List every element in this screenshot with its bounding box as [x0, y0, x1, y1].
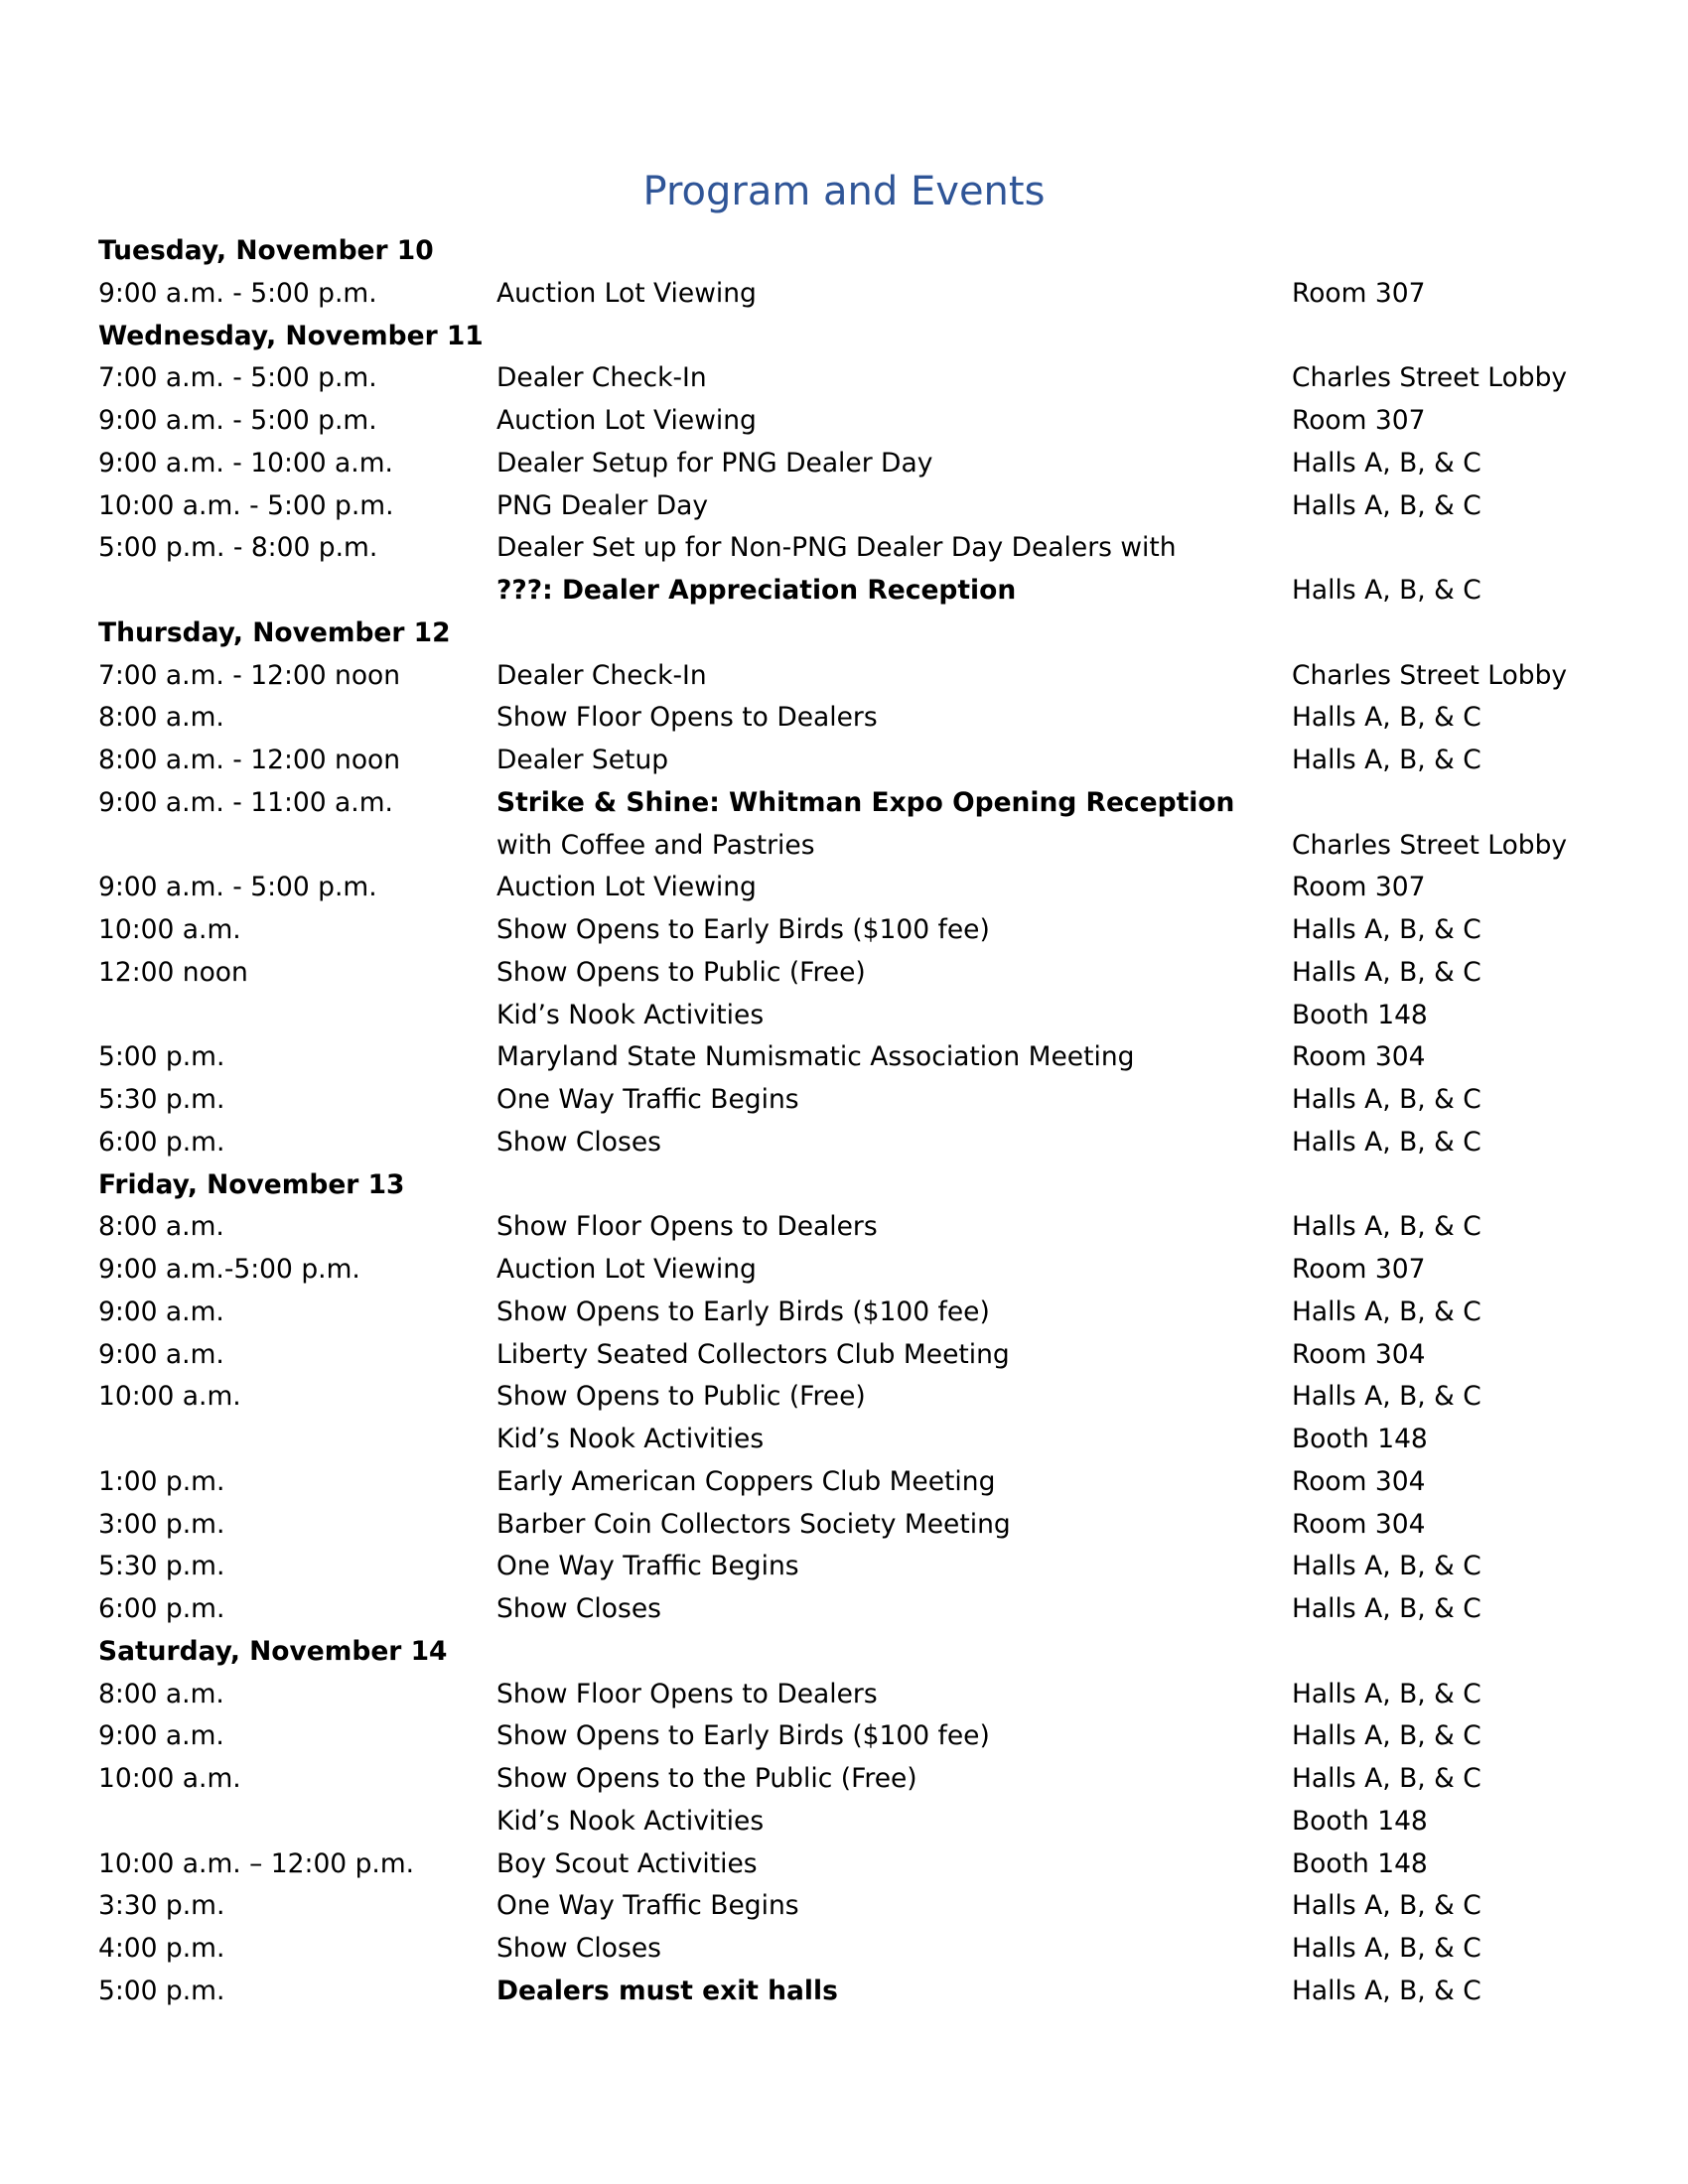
event-name: with Coffee and Pastries [496, 829, 815, 861]
event-time: 8:00 a.m. [98, 702, 224, 734]
event-name: Strike & Shine: Whitman Expo Opening Reception [496, 786, 1235, 818]
event-time: 9:00 a.m. [98, 1338, 224, 1370]
event-row [98, 1419, 1608, 1461]
event-row [98, 400, 1608, 443]
event-time: 8:00 a.m. [98, 1678, 224, 1709]
event-name: Dealer Check-In [496, 362, 707, 394]
day-heading [98, 1631, 1608, 1674]
event-row [98, 1674, 1608, 1716]
event-row [98, 1206, 1608, 1249]
event-name: Auction Lot Viewing [496, 872, 757, 903]
event-location: Halls A, B, & C [1292, 1933, 1481, 1964]
event-time: 8:00 a.m. - 12:00 noon [98, 745, 401, 775]
event-name: Early American Coppers Club Meeting [496, 1465, 996, 1497]
event-time: 5:30 p.m. [98, 1551, 225, 1582]
event-name: Show Opens to Early Birds ($100 fee) [496, 1296, 990, 1327]
event-name: Show Closes [496, 1933, 661, 1964]
event-row [98, 1715, 1608, 1758]
event-name: Dealer Check-In [496, 659, 707, 691]
event-time: 10:00 a.m. - 5:00 p.m. [98, 489, 394, 521]
event-row [98, 782, 1608, 825]
event-location: Halls A, B, & C [1292, 1593, 1481, 1624]
event-row [98, 273, 1608, 316]
event-name: Kid’s Nook Activities [496, 1424, 765, 1454]
event-name: PNG Dealer Day [496, 489, 709, 521]
event-time: 9:00 a.m. [98, 1720, 224, 1752]
event-name: Dealer Setup [496, 745, 669, 775]
day-heading [98, 316, 1608, 358]
event-name: Barber Coin Collectors Society Meeting [496, 1508, 1011, 1540]
event-name: Dealer Setup for PNG Dealer Day [496, 447, 933, 478]
event-location: Halls A, B, & C [1292, 1551, 1481, 1582]
event-name: ???: Dealer Appreciation Reception [496, 575, 1017, 606]
event-row [98, 995, 1608, 1037]
event-time: 12:00 noon [98, 956, 248, 988]
event-row [98, 1292, 1608, 1334]
event-location: Room 304 [1292, 1041, 1426, 1073]
event-time: 9:00 a.m. - 5:00 p.m. [98, 277, 377, 309]
event-row [98, 1588, 1608, 1631]
event-name: Show Opens to Early Birds ($100 fee) [496, 914, 990, 945]
event-row [98, 1504, 1608, 1547]
event-name: Dealer Set up for Non-PNG Dealer Day Dealers with [496, 532, 1177, 564]
event-name: Show Floor Opens to Dealers [496, 702, 878, 734]
event-location: Booth 148 [1292, 999, 1428, 1030]
event-location: Booth 148 [1292, 1424, 1428, 1454]
event-row [98, 1249, 1608, 1292]
event-location: Halls A, B, & C [1292, 1720, 1481, 1752]
event-location: Booth 148 [1292, 1847, 1428, 1879]
event-location: Charles Street Lobby [1292, 362, 1568, 394]
page-title: Program and Events [642, 169, 1046, 214]
event-row [98, 1546, 1608, 1588]
event-location: Halls A, B, & C [1292, 1211, 1481, 1243]
event-time: 5:00 p.m. [98, 1975, 225, 2006]
event-name: One Way Traffic Begins [496, 1890, 799, 1922]
event-name: Auction Lot Viewing [496, 405, 757, 436]
event-row [98, 697, 1608, 740]
day-heading-label: Saturday, November 14 [98, 1635, 448, 1667]
event-time: 9:00 a.m.-5:00 p.m. [98, 1254, 360, 1285]
event-time: 7:00 a.m. - 12:00 noon [98, 659, 401, 691]
event-location: Halls A, B, & C [1292, 1381, 1481, 1413]
event-row [98, 443, 1608, 485]
event-row [98, 909, 1608, 952]
event-row [98, 1885, 1608, 1928]
event-row [98, 527, 1608, 570]
event-location: Halls A, B, & C [1292, 1975, 1481, 2006]
event-row [98, 740, 1608, 782]
event-location: Room 304 [1292, 1508, 1426, 1540]
event-location: Halls A, B, & C [1292, 1890, 1481, 1922]
event-time: 3:30 p.m. [98, 1890, 225, 1922]
event-time: 6:00 p.m. [98, 1126, 225, 1158]
event-name: Liberty Seated Collectors Club Meeting [496, 1338, 1010, 1370]
event-location: Halls A, B, & C [1292, 1126, 1481, 1158]
event-row [98, 1801, 1608, 1843]
event-name: Auction Lot Viewing [496, 1254, 757, 1285]
event-name: Show Opens to the Public (Free) [496, 1763, 917, 1794]
event-location: Room 307 [1292, 405, 1426, 436]
event-time: 5:00 p.m. [98, 1041, 225, 1073]
event-location: Halls A, B, & C [1292, 956, 1481, 988]
day-heading-label: Thursday, November 12 [98, 616, 451, 648]
event-location: Halls A, B, & C [1292, 745, 1481, 775]
event-location: Halls A, B, & C [1292, 914, 1481, 945]
day-heading [98, 230, 1608, 273]
event-name: Show Floor Opens to Dealers [496, 1678, 878, 1709]
event-location: Halls A, B, & C [1292, 1678, 1481, 1709]
event-location: Halls A, B, & C [1292, 702, 1481, 734]
event-row [98, 1461, 1608, 1504]
event-location: Halls A, B, & C [1292, 447, 1481, 478]
day-heading [98, 613, 1608, 655]
day-heading-label: Wednesday, November 11 [98, 320, 484, 351]
event-row [98, 655, 1608, 698]
event-name: Kid’s Nook Activities [496, 1805, 765, 1837]
event-name: Show Closes [496, 1126, 661, 1158]
event-row [98, 1079, 1608, 1122]
event-name: Boy Scout Activities [496, 1847, 758, 1879]
event-location: Halls A, B, & C [1292, 1763, 1481, 1794]
event-time: 9:00 a.m. [98, 1296, 224, 1327]
event-time: 9:00 a.m. - 5:00 p.m. [98, 405, 377, 436]
event-time: 6:00 p.m. [98, 1593, 225, 1624]
event-row [98, 867, 1608, 909]
event-time: 5:30 p.m. [98, 1084, 225, 1115]
event-name: Show Closes [496, 1593, 661, 1624]
event-time: 9:00 a.m. - 10:00 a.m. [98, 447, 393, 478]
event-location: Room 304 [1292, 1338, 1426, 1370]
event-name: Show Opens to Public (Free) [496, 1381, 866, 1413]
day-heading [98, 1164, 1608, 1207]
event-location: Halls A, B, & C [1292, 489, 1481, 521]
event-row [98, 1758, 1608, 1801]
event-time: 10:00 a.m. [98, 1763, 241, 1794]
event-row [98, 825, 1608, 868]
event-time: 10:00 a.m. – 12:00 p.m. [98, 1847, 415, 1879]
event-location: Room 307 [1292, 872, 1426, 903]
event-name: Kid’s Nook Activities [496, 999, 765, 1030]
event-row [98, 1036, 1608, 1079]
day-heading-label: Friday, November 13 [98, 1168, 405, 1200]
event-name: Show Opens to Public (Free) [496, 956, 866, 988]
event-location: Booth 148 [1292, 1805, 1428, 1837]
event-location: Room 307 [1292, 1254, 1426, 1285]
event-location: Room 304 [1292, 1465, 1426, 1497]
event-time: 8:00 a.m. [98, 1211, 224, 1243]
day-heading-label: Tuesday, November 10 [98, 235, 434, 266]
event-row [98, 1376, 1608, 1419]
event-row [98, 1928, 1608, 1971]
event-row [98, 485, 1608, 528]
event-time: 10:00 a.m. [98, 1381, 241, 1413]
event-name: Show Floor Opens to Dealers [496, 1211, 878, 1243]
event-location: Room 307 [1292, 277, 1426, 309]
event-name: One Way Traffic Begins [496, 1084, 799, 1115]
event-row [98, 952, 1608, 995]
schedule [98, 230, 1608, 2013]
event-time: 10:00 a.m. [98, 914, 241, 945]
event-location: Charles Street Lobby [1292, 829, 1568, 861]
event-name: Auction Lot Viewing [496, 277, 757, 309]
event-time: 7:00 a.m. - 5:00 p.m. [98, 362, 377, 394]
event-name: Show Opens to Early Birds ($100 fee) [496, 1720, 990, 1752]
event-location: Halls A, B, & C [1292, 1084, 1481, 1115]
event-location: Charles Street Lobby [1292, 659, 1568, 691]
event-row [98, 1334, 1608, 1377]
event-row [98, 1843, 1608, 1886]
event-location: Halls A, B, & C [1292, 575, 1481, 606]
event-name: Dealers must exit halls [496, 1975, 838, 2006]
event-row [98, 570, 1608, 613]
event-time: 5:00 p.m. - 8:00 p.m. [98, 532, 378, 564]
event-time: 4:00 p.m. [98, 1933, 225, 1964]
event-row [98, 357, 1608, 400]
event-row [98, 1971, 1608, 2013]
event-time: 1:00 p.m. [98, 1465, 225, 1497]
event-name: Maryland State Numismatic Association Meeting [496, 1041, 1135, 1073]
event-name: One Way Traffic Begins [496, 1551, 799, 1582]
event-time: 9:00 a.m. - 11:00 a.m. [98, 786, 393, 818]
event-location: Halls A, B, & C [1292, 1296, 1481, 1327]
event-time: 3:00 p.m. [98, 1508, 225, 1540]
event-row [98, 1122, 1608, 1164]
event-time: 9:00 a.m. - 5:00 p.m. [98, 872, 377, 903]
